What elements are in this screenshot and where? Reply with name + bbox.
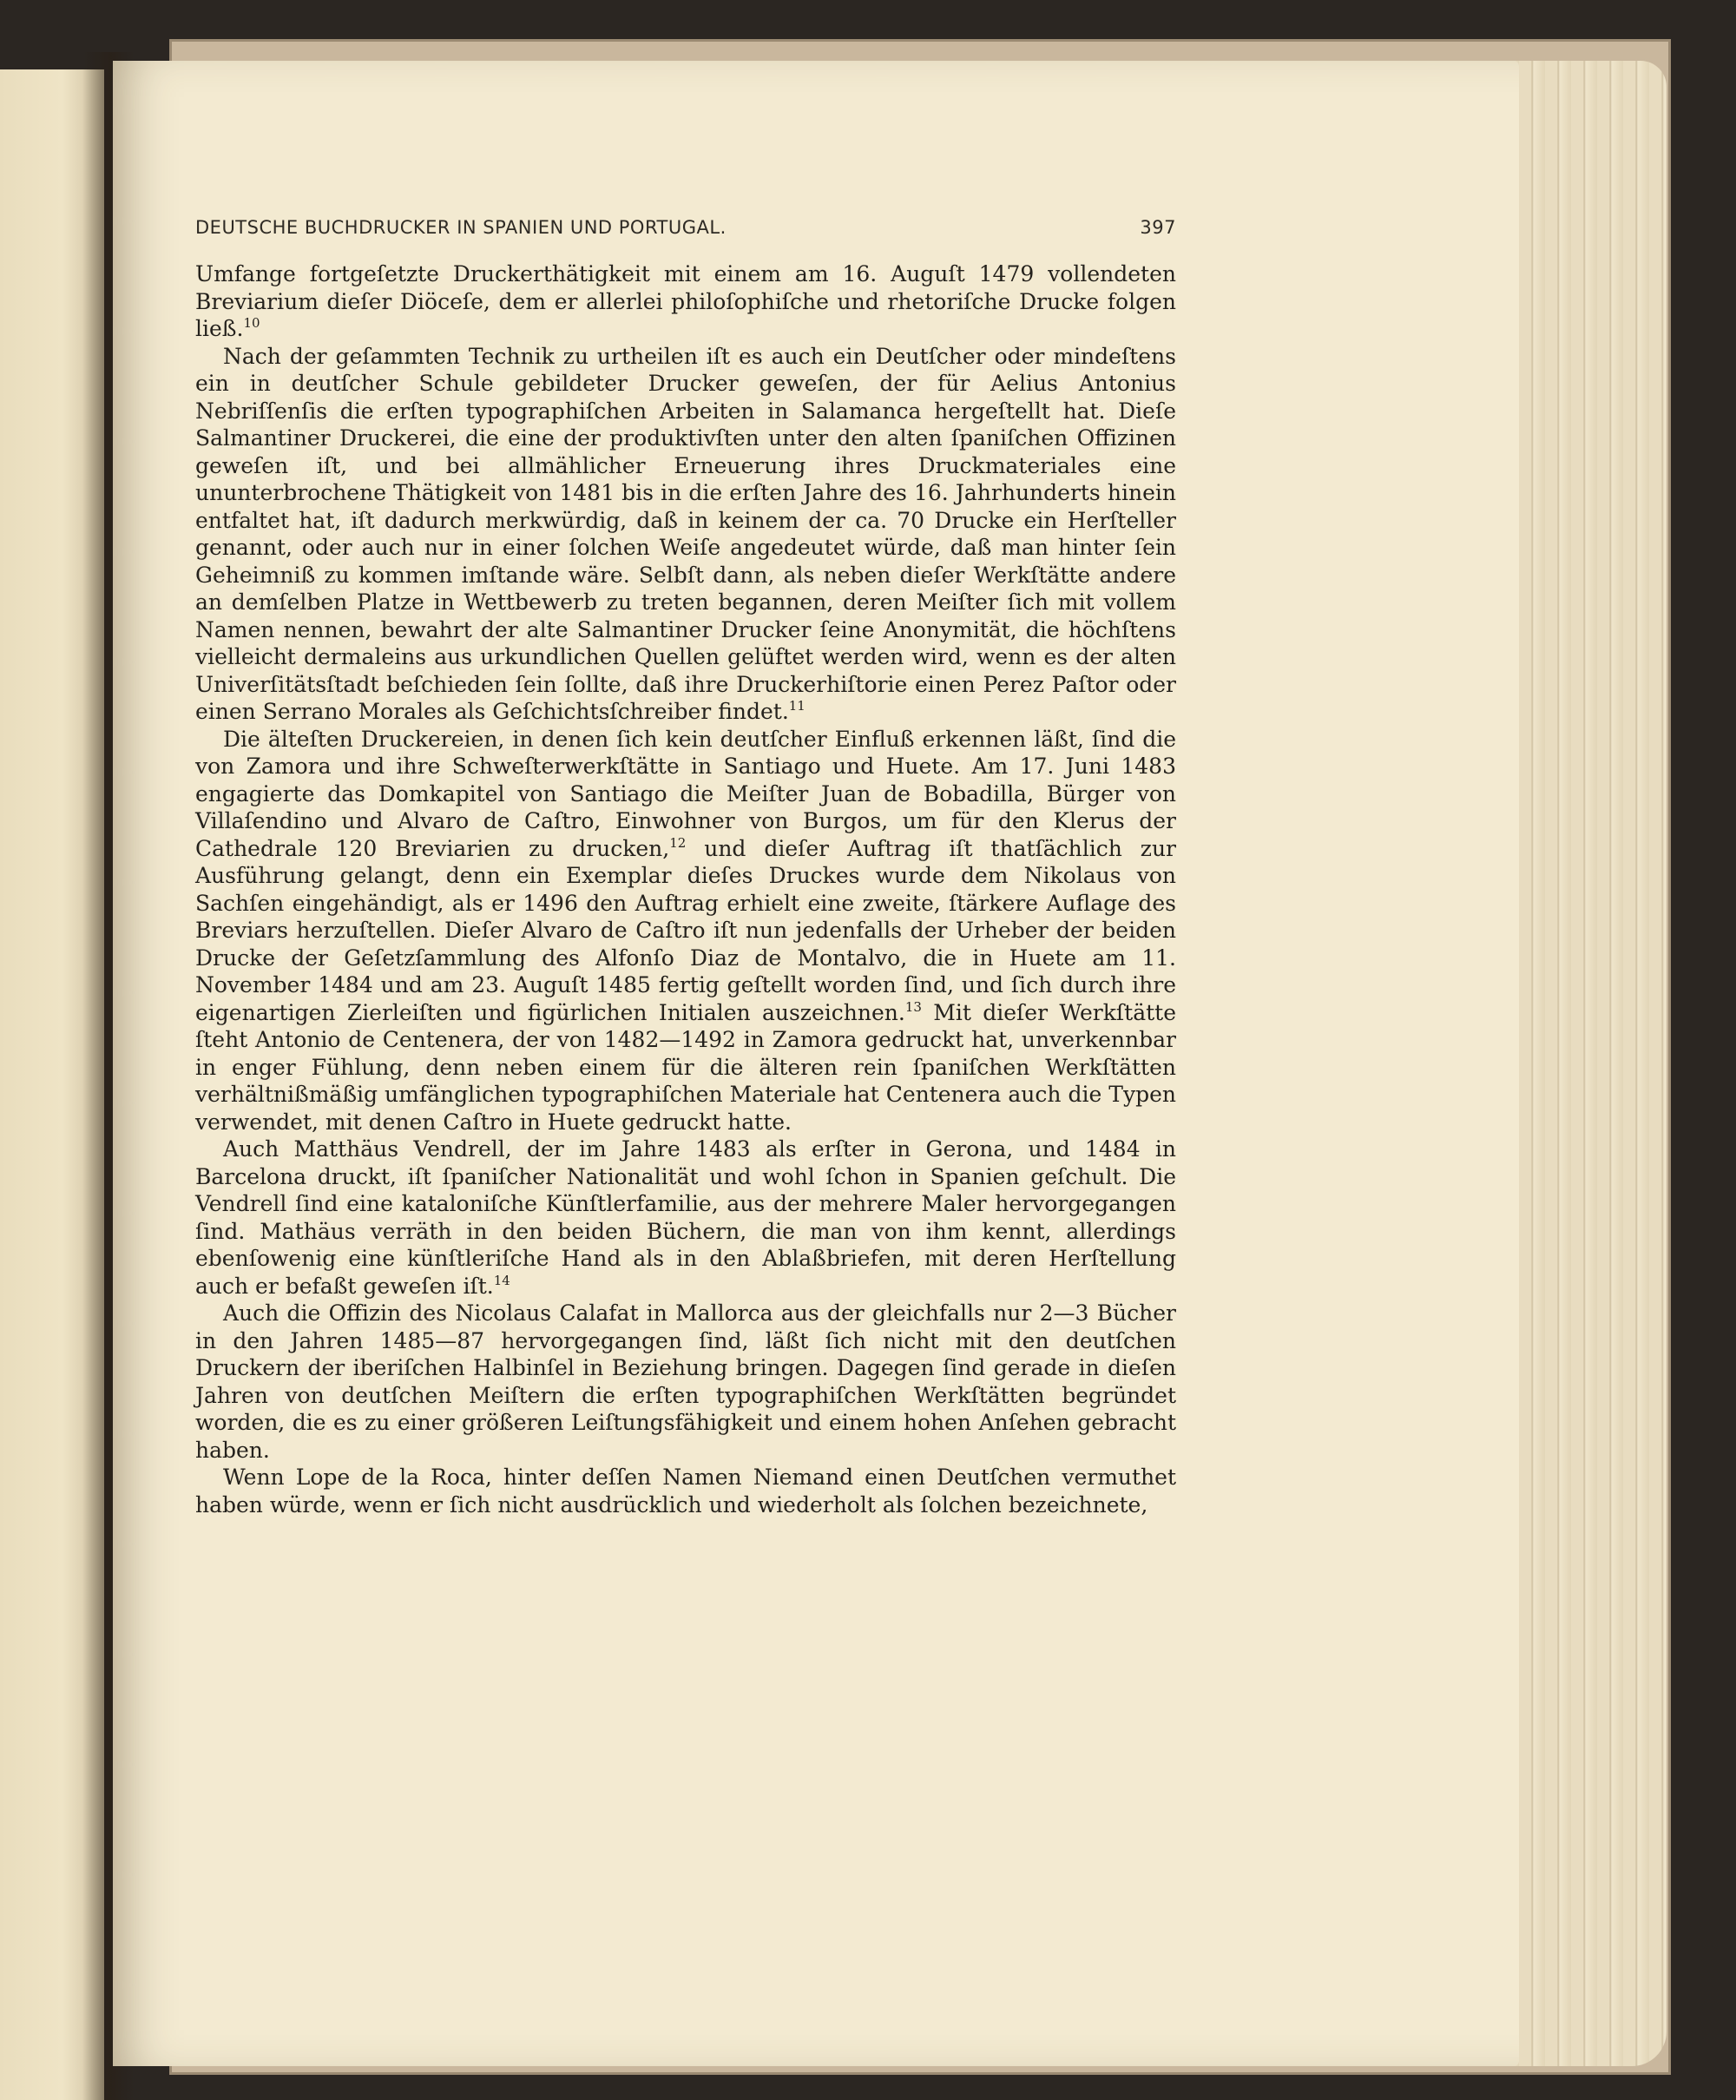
- footnote-marker: 11: [788, 698, 806, 714]
- paragraph-text: und dieſer Auftrag iſt thatſächlich zur Ausführung gelangt, denn ein Exemplar dieſes Druckes wurde dem Nikolaus von Sachſen eingehändigt, als er 1496 den Auftrag erhielt eine zweite, ſtärkere Auflage des Breviars herzuſtellen. Dieſer Alvaro de Caſtro iſt nun jedenfalls der Urheber der beiden Drucke der Geſetzſammlung des Alfonſo Diaz de Montalvo, die in Huete am 11. November 1484 und am 23. Auguſt 1485 fertig geſtellt worden ſind, und ſich durch ihre eigenartigen Zierleiſten und figürlichen Initialen auszeichnen.: [195, 835, 1176, 1025]
- footnote-marker: 10: [243, 315, 260, 331]
- paragraph: [195, 343, 1176, 726]
- paragraph: [195, 260, 1176, 343]
- paragraph: [195, 1136, 1176, 1300]
- page-number: 397: [1140, 217, 1176, 238]
- page-header: [195, 217, 1176, 248]
- body-text: [195, 260, 1176, 1518]
- paragraph-text: Nach der geſammten Technik zu urtheilen iſt es auch ein Deutſcher oder mindeſtens ein in deutſcher Schule gebildeter Drucker geweſen, der für Aelius Antonius Nebriſſenſis die erſten typographiſchen Arbeiten in Salamanca hergeſtellt hat. Dieſe Salmantiner Druckerei, die eine der produktivſten unter den alten ſpaniſchen Offizinen geweſen iſt, und bei allmählicher Erneuerung ihres Druckmateriales eine ununterbrochene Thätigkeit von 1481 bis in die erſten Jahre des 16. Jahrhunderts hinein entfaltet hat, iſt dadurch merkwürdig, daß in keinem der ca. 70 Drucke ein Herſteller genannt, oder auch nur in einer ſolchen Weiſe angedeutet würde, daß man hinter ſein Geheimniß zu kommen imſtande wäre. Selbſt dann, als neben dieſer Werkſtätte andere an demſelben Platze in Wettbewerb zu treten begannen, deren Meiſter ſich mit vollem Namen nennen, bewahrt der alte Salmantiner Drucker ſeine Anonymität, die höchſtens vielleicht dermaleins aus urkundlichen Quellen gelüftet werden wird, wenn es der alten Univerſitätsſtadt beſchieden ſein ſollte, daß ihre Druckerhiſtorie einen Perez Paſtor oder einen Serrano Morales als Geſchichtsſchreiber findet.: [195, 343, 1176, 724]
- paragraph: [195, 726, 1176, 1136]
- paragraph-text: Wenn Lope de la Roca, hinter deſſen Namen Niemand einen Deutſchen vermuthet haben würde, wenn er ſich nicht ausdrücklich und wiederholt als ſolchen bezeichnete,: [195, 1465, 1176, 1517]
- paragraph-text: Mit dieſer Werkſtätte ſteht Antonio de Centenera, der von 1482—1492 in Zamora gedruckt hat, unverkennbar in enger Fühlung, denn neben einem für die älteren rein ſpaniſchen Werkſtätten verhältnißmäßig umfänglichen typographiſchen Materiale hat Centenera auch die Typen verwendet, mit denen Caſtro in Huete gedruckt hatte.: [195, 999, 1176, 1135]
- paragraph: [195, 1300, 1176, 1464]
- footnote-marker: 12: [669, 834, 687, 851]
- paragraph: [195, 1464, 1176, 1518]
- paragraph-text: Auch Matthäus Vendrell, der im Jahre 1483 als erſter in Gerona, und 1484 in Barcelona druckt, iſt ſpaniſcher Nationalität und wohl ſchon in Spanien geſchult. Die Vendrell ſind eine kataloniſche Künſtlerfamilie, aus der mehrere Maler hervorgegangen ſind. Mathäus verräth in den beiden Büchern, die man von ihm kennt, allerdings ebenſowenig eine künſtleriſche Hand als in den Ablaßbriefen, mit deren Herſtellung auch er befaßt geweſen iſt.: [195, 1136, 1176, 1299]
- footnote-marker: 13: [904, 998, 922, 1015]
- paragraph-text: Die älteſten Druckereien, in denen ſich kein deutſcher Einfluß erkennen läßt, ſind die von Zamora und ihre Schweſterwerkſtätte in Santiago und Huete. Am 17. Juni 1483 engagierte das Domkapitel von Santiago die Meiſter Juan de Bobadilla, Bürger von Villaſendino und Alvaro de Caſtro, Einwohner von Burgos, um für den Klerus der Cathedrale 120 Breviarien zu drucken,: [195, 726, 1176, 861]
- paragraph-text: Umfange fortgeſetzte Druckerthätigkeit mit einem am 16. Auguſt 1479 vollendeten Breviarium dieſer Diöceſe, dem er allerlei philoſophiſche und rhetoriſche Drucke folgen ließ.: [195, 261, 1176, 341]
- footnote-marker: 14: [493, 1272, 510, 1288]
- running-head: DEUTSCHE BUCHDRUCKER IN SPANIEN UND PORTUGAL.: [195, 217, 727, 238]
- paragraph-text: Auch die Offizin des Nicolaus Calafat in Mallorca aus der gleichfalls nur 2—3 Bücher in den Jahren 1485—87 hervorgegangen ſind, läßt ſich nicht mit den deutſchen Druckern der iberiſchen Halbinſel in Beziehung bringen. Dagegen ſind gerade in dieſen Jahren von deutſchen Meiſtern die erſten typographiſchen Werkſtätten begründet worden, die es zu einer größeren Leiſtungsfähigkeit und einem hohen Anſehen gebracht haben.: [195, 1300, 1176, 1463]
